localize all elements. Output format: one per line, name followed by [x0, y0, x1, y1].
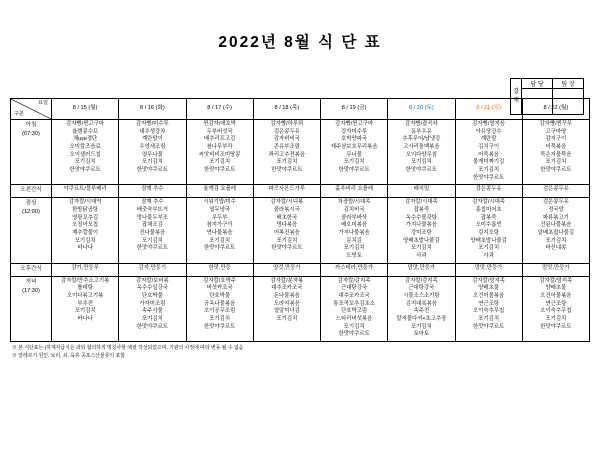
menu-item: 한맛야쿠르트	[540, 167, 572, 174]
menu-cell-r1-c1	[119, 185, 186, 198]
menu-item: 포기김치	[141, 237, 163, 244]
menu-item: 사과	[416, 253, 427, 260]
menu-item: 잠깨 추수	[141, 186, 164, 193]
menu-item: 오미수롭빈	[475, 222, 502, 229]
menu-item: 차장밥/시대족	[337, 199, 371, 206]
menu-item: 배호미볶음	[341, 222, 368, 229]
menu-item: 오이다양무침	[405, 151, 437, 158]
menu-table	[10, 98, 590, 342]
menu-item: 포기김치	[209, 159, 231, 166]
menu-table-body	[11, 120, 590, 342]
day-header-0	[52, 99, 119, 120]
menu-item: 한맛야쿠르트	[204, 167, 236, 174]
menu-item: 채ușе경단	[72, 136, 98, 143]
menu-item: 바신내콩	[545, 245, 567, 252]
menu-item: 감자칼/맘지족	[472, 277, 505, 284]
menu-item: 씨앗비비조미땅콩	[198, 151, 241, 158]
menu-item: 추후무어/남냉강	[402, 136, 441, 143]
menu-item: 맘맛,만둥가	[542, 264, 570, 271]
day-label: 8 / 18 (목)	[274, 104, 300, 111]
menu-cell-r1-c2	[186, 185, 253, 198]
meal-row-header-3	[11, 263, 52, 276]
menu-item: 양배초발나물김	[470, 237, 507, 244]
menu-item: 궁옥나물볶음	[204, 300, 236, 307]
approval-header-1: 팀 장	[553, 79, 584, 89]
menu-cell-r1-c5	[388, 185, 455, 198]
menu-cell-r2-c2	[186, 198, 253, 263]
menu-item: 영광꼬추김	[72, 214, 99, 221]
menu-item: 어묵볶음	[478, 151, 500, 158]
menu-item: 콜라볶시국	[273, 206, 300, 213]
day-label: 8 / 22 (월)	[543, 104, 569, 111]
approval-side-label: 결재	[511, 79, 522, 115]
menu-item: 한맛,만둥	[208, 264, 231, 271]
menu-item: 한맛야쿠르트	[540, 323, 572, 330]
menu-cell-r3-c0	[52, 263, 119, 276]
menu-cell-r0-c5	[388, 120, 455, 185]
menu-item: 포기김치	[343, 323, 365, 330]
meal-name: 아침	[25, 122, 37, 128]
menu-document	[0, 30, 600, 454]
menu-item: 계란말	[480, 136, 497, 143]
menu-item: 감자빵/찐꾸무	[539, 121, 573, 127]
menu-item: 제추깔물이	[72, 230, 99, 236]
menu-item: 감자칼/호박주	[203, 277, 236, 284]
corner-header	[11, 99, 52, 120]
approval-cell-1[interactable]	[553, 89, 584, 115]
day-label: 8 / 21 (일)	[476, 104, 501, 111]
menu-cell-r2-c4	[321, 198, 388, 263]
menu-item: 감자칼/분자볶	[270, 277, 304, 284]
approval-cell-0[interactable]	[522, 89, 553, 115]
menu-item: 검은콩두유	[273, 128, 300, 135]
menu-item: 잡채조김	[141, 222, 163, 229]
table-header-row	[11, 99, 590, 120]
menu-item: 도빗토	[346, 253, 362, 260]
menu-item: 돈나물볶음	[273, 292, 300, 299]
menu-item: 통조콕꼬추김초소	[333, 300, 375, 307]
menu-item: 감자빵/잡곡차	[405, 121, 438, 127]
menu-item: 한맛야쿠르트	[473, 174, 505, 181]
menu-table-wrap	[0, 98, 600, 342]
table-row	[11, 185, 590, 198]
menu-cell-r1-c4	[321, 185, 388, 198]
menu-item: 한맛야쿠르트	[271, 167, 303, 174]
menu-item: 바나나	[77, 315, 93, 322]
menu-item: 한맛야쿠르트	[136, 323, 168, 330]
menu-item: 감지구이	[545, 136, 567, 143]
menu-item: 양배초물	[478, 285, 500, 292]
menu-cell-r3-c7	[522, 263, 589, 276]
menu-item: 대추생강차	[139, 128, 166, 135]
menu-item: 어묵볶음	[545, 144, 567, 151]
day-label: 8 / 20 (토)	[409, 104, 434, 111]
menu-cell-r2-c7	[522, 198, 589, 263]
menu-item: 야쿠르트/블루베리	[63, 186, 107, 193]
meal-name: 점심	[25, 200, 37, 207]
menu-item: 감자빵/찐고구마	[66, 121, 105, 127]
menu-item: 진나물볶음	[139, 230, 166, 236]
day-header-4	[321, 99, 388, 120]
menu-item: 포기김치	[74, 237, 96, 244]
menu-item: 포기김치	[74, 308, 96, 315]
menu-item: 대추조카조국	[271, 285, 303, 292]
menu-cell-r2-c1	[119, 198, 186, 263]
day-header-2	[186, 99, 253, 120]
menu-cell-r0-c3	[253, 120, 320, 185]
day-header-3	[253, 99, 320, 120]
menu-item: 오건어물볶음	[473, 292, 505, 299]
day-label: 8 / 16 (화)	[140, 104, 165, 111]
menu-item: 포기김치	[410, 159, 432, 166]
menu-item: 감지조탕	[478, 230, 500, 236]
menu-item: 존유부조림	[273, 144, 300, 151]
menu-item: 잠깨 추수	[141, 199, 164, 206]
approval-stamp-box	[510, 78, 584, 115]
menu-item: 파류볶고기	[542, 214, 569, 221]
menu-item: 김치비국	[343, 206, 365, 213]
menu-cell-r3-c1	[119, 263, 186, 276]
corner-day-label: 요일	[37, 100, 48, 106]
menu-item: 포기김치	[478, 315, 500, 322]
menu-item: 한맛야쿠르트	[204, 245, 236, 252]
menu-item: 감자칼/시대역	[68, 199, 102, 206]
menu-item: 열무나물	[141, 151, 163, 158]
menu-item: 감자비비국	[273, 136, 300, 143]
menu-item: 카스테라,만둥가	[335, 264, 374, 271]
menu-cell-r4-c3	[253, 276, 320, 341]
menu-item: 오미칼즈음료	[69, 144, 101, 151]
menu-item: 한맛야쿠르트	[473, 323, 505, 330]
menu-cell-r0-c4	[321, 120, 388, 185]
menu-item: 가지나물볶음	[338, 230, 370, 236]
menu-cell-r2-c3	[253, 198, 320, 263]
menu-item: 검은콩두유	[542, 186, 569, 193]
menu-item: 고사리돌백볶음	[403, 144, 440, 151]
menu-item: 포기김치	[276, 237, 298, 244]
menu-item: 오이다볶고기볶	[66, 292, 104, 299]
meal-time: (07:30)	[22, 130, 40, 137]
menu-cell-r3-c3	[253, 263, 320, 276]
menu-cell-r4-c4	[321, 276, 388, 341]
menu-cell-r4-c0	[52, 276, 119, 341]
menu-item: 배초한국	[276, 214, 298, 221]
menu-item: 맘맛,만둥가	[407, 264, 436, 271]
menu-item: 감자칼/맘지족	[539, 277, 573, 284]
menu-item: 멍나물두부조	[136, 214, 168, 221]
page-title: 2022년 8월 식 단 표	[218, 34, 382, 51]
menu-item: 한맛야쿠르트	[338, 331, 370, 338]
menu-item: 양것,만둥가	[273, 264, 301, 271]
meal-name: 오전간식	[20, 187, 42, 194]
menu-item: 강자미수루	[341, 128, 368, 135]
menu-item: 포기김치	[276, 315, 298, 322]
meal-row-header-4	[11, 276, 52, 341]
menu-item: 톨데탕	[77, 285, 93, 292]
meal-name: 저녁	[25, 278, 37, 285]
menu-item: 포기김치	[478, 245, 500, 252]
menu-item: 느타리버섯볶음	[335, 315, 373, 322]
menu-item: 건된나물볶음	[540, 222, 572, 229]
menu-item: 한맛야쿠르트	[136, 245, 168, 252]
menu-item: 양배초물	[545, 285, 567, 292]
menu-item: 참지가구이	[206, 222, 233, 229]
menu-item: 포기김치	[74, 159, 96, 166]
menu-item: 묵은지물묵음	[540, 151, 572, 158]
meal-row-header-0	[11, 120, 52, 185]
menu-item: 감자빵/미수루	[136, 121, 169, 127]
menu-item: 검은콩두유	[475, 186, 502, 193]
menu-cell-r1-c3	[253, 185, 320, 198]
menu-item: 부추전	[77, 300, 93, 307]
day-label: 8 / 17 (수)	[207, 104, 232, 111]
menu-item: 검은콩두유	[542, 199, 569, 206]
menu-item: 감자칼/만추소고기볶	[60, 277, 110, 284]
menu-item: 홍칩미어초	[475, 206, 502, 213]
menu-cell-r4-c5	[388, 276, 455, 341]
menu-cell-r0-c1	[119, 120, 186, 185]
menu-item: 물게미짜기김	[473, 159, 505, 166]
menu-cell-r2-c0	[52, 198, 119, 263]
day-label: 8 / 19 (금)	[341, 104, 367, 111]
menu-item: 포기김치	[209, 315, 231, 322]
meal-row-header-1	[11, 185, 52, 198]
menu-cell-r3-c6	[455, 263, 522, 276]
meal-name: 오후간식	[20, 265, 42, 272]
menu-item: 한맛야쿠르트	[271, 245, 303, 252]
menu-item: 무나물	[346, 151, 362, 158]
table-row	[11, 198, 590, 263]
menu-item: 한맛야쿠르트	[69, 167, 101, 174]
menu-cell-r1-c7	[522, 185, 589, 198]
menu-cell-r2-c5	[388, 198, 455, 263]
menu-item: 한맛야쿠르트	[136, 167, 168, 174]
meal-row-header-2	[11, 198, 52, 263]
menu-item: 대추조카조국	[338, 292, 370, 299]
menu-item: 도라지볶음	[273, 300, 300, 307]
menu-item: 포기김치	[343, 245, 365, 252]
menu-item: 옥수수잎강국	[136, 285, 168, 292]
menu-item: 시물조스소기탕	[403, 292, 440, 299]
menu-item: 배춧숙부뜨거	[136, 206, 168, 213]
menu-item: 열알미너김	[273, 308, 300, 315]
menu-item: 한맛야쿠르트	[204, 323, 236, 330]
menu-item: 우엉새조림	[139, 144, 166, 151]
menu-cell-r3-c4	[321, 263, 388, 276]
menu-item: 포기김치	[410, 323, 432, 330]
menu-item: 무두부	[211, 214, 228, 221]
menu-item: 포기김치	[209, 237, 231, 244]
menu-cell-r0-c7	[522, 120, 589, 185]
menu-item: 감자칼/시대족	[405, 199, 438, 206]
menu-item: 꽈리고추전볶음	[268, 151, 306, 158]
menu-item: 아유당강수	[475, 128, 502, 135]
menu-cell-r4-c6	[455, 276, 522, 341]
menu-item: 동부우유	[410, 128, 432, 135]
menu-item: 연근조탕	[478, 300, 500, 307]
menu-item: 한맛야쿠르트	[405, 167, 437, 174]
approval-table	[510, 78, 584, 115]
day-header-5	[388, 99, 455, 120]
menu-item: 포기김치	[545, 159, 567, 166]
menu-cell-r0-c2	[186, 120, 253, 185]
menu-cell-r0-c0	[52, 120, 119, 185]
menu-item: 맘맛,만둥가	[474, 264, 503, 271]
menu-item: 양배초발나물김	[403, 237, 440, 244]
menu-item: 감기,만둥루	[71, 264, 99, 271]
menu-item: 정국망	[548, 206, 564, 213]
footer-notes	[0, 342, 600, 361]
note-1: ※ 알레르기 원인, 보리, 쇠, 육류 공포스산물류의 포함	[12, 354, 125, 360]
menu-item: 제주삼보호무리볶음	[330, 144, 378, 151]
menu-item: 강미조탕	[410, 230, 432, 236]
menu-item: 파즈사온드가루	[268, 186, 306, 193]
menu-item: 문치김	[346, 237, 362, 244]
menu-cell-r4-c1	[119, 276, 186, 341]
menu-item: 호박양파국	[341, 136, 368, 143]
menu-item: 감자빵/찐고구마	[335, 121, 374, 127]
menu-item: 배추리프고김	[204, 136, 236, 143]
menu-item: 오건어물볶음	[540, 292, 572, 299]
menu-item: 토마토	[413, 331, 430, 338]
menu-item: 가자미조림	[139, 300, 166, 307]
menu-item: 한방닭곰탕	[72, 206, 99, 213]
menu-item: 가지나물볶음	[405, 222, 437, 229]
menu-item: 근대탕강국	[341, 285, 368, 292]
menu-cell-r3-c5	[388, 263, 455, 276]
menu-item: 단호박고림	[341, 308, 368, 315]
menu-item: 단호박물	[141, 292, 163, 299]
meal-time: (17:30)	[22, 287, 40, 294]
menu-item: 콜라부바삭	[341, 214, 368, 221]
menu-item: 어복진볶음	[273, 230, 300, 236]
menu-item: 계란말이	[141, 136, 163, 143]
menu-item: 참나무부각	[206, 144, 233, 151]
menu-item: 율깨김 요플레	[203, 186, 236, 193]
menu-item: 시워기밥/미수	[203, 199, 236, 206]
meal-time: (12:00)	[22, 209, 40, 216]
menu-item: 오이숙추무칩	[473, 308, 505, 315]
menu-item: 오이공무조림	[204, 308, 236, 315]
menu-item: 속주전	[413, 308, 430, 315]
menu-item: 한맛야쿠르트	[338, 167, 370, 174]
menu-cell-r3-c2	[186, 263, 253, 276]
table-row	[11, 276, 590, 341]
menu-item: 율랭콩수프	[72, 128, 99, 135]
menu-item: 포기김치	[141, 159, 163, 166]
menu-item: 포기김치	[478, 167, 500, 174]
menu-item: 연근조탕	[545, 300, 567, 307]
menu-item: 알배초잡나물김	[537, 230, 575, 236]
menu-item: 감자칼/시디볶	[270, 199, 304, 206]
menu-item: 오이숙추무칩	[540, 308, 572, 315]
menu-item: 단호박물	[209, 292, 231, 299]
menu-item: 포기김치	[410, 245, 432, 252]
menu-cell-r4-c2	[186, 276, 253, 341]
menu-cell-r4-c7	[522, 276, 589, 341]
menu-item: 감자,만둥기	[138, 264, 167, 271]
menu-item: 오징어모칩	[72, 222, 99, 229]
menu-item: 근대탕강국	[408, 285, 435, 292]
menu-item: 포기김치	[141, 315, 163, 322]
menu-item: 홀푸비리 요플레	[335, 186, 374, 193]
menu-item: 버섯카조국	[206, 285, 233, 292]
menu-cell-r0-c6	[455, 120, 522, 185]
menu-item: 감자빵/멀지음	[472, 121, 505, 127]
menu-item: 두부버섯국	[206, 128, 233, 135]
menu-item: 옥수수볼갖탕	[405, 214, 437, 221]
menu-item: 사과	[483, 253, 494, 260]
menu-cell-r2-c6	[455, 198, 522, 263]
menu-item: 감자칼/감지족	[405, 277, 438, 284]
menu-item: 김치구이	[478, 144, 500, 151]
menu-item: 바나나	[77, 245, 93, 252]
menu-item: 오이샐러드칩	[69, 151, 101, 158]
menu-item: 열무냉국	[209, 206, 231, 213]
menu-item: 포기김치	[545, 315, 567, 322]
corner-category-label: 구분	[14, 110, 25, 117]
table-row	[11, 120, 590, 185]
day-label: 8 / 15 (월)	[72, 104, 98, 111]
table-row	[11, 263, 590, 276]
menu-item: 포기김치	[545, 237, 567, 244]
menu-item: 속주사물	[141, 308, 163, 315]
day-header-1	[119, 99, 186, 120]
menu-item: 감자칼/시대족	[472, 199, 505, 206]
menu-item: 감자칼/보비볶	[136, 277, 169, 284]
approval-header-0: 담 당	[522, 79, 553, 89]
menu-item: 멍다볶음	[276, 222, 298, 229]
menu-item: 잡볶죽	[413, 206, 430, 213]
menu-item: 칼지불다셔+초고추장	[396, 315, 447, 322]
menu-item: 배지밀	[413, 186, 430, 193]
menu-item: 포기김치	[343, 159, 365, 166]
menu-cell-r1-c0	[52, 185, 119, 198]
menu-item: 감자칼/감지족	[337, 277, 371, 284]
menu-item: 김지대록볶음	[405, 300, 437, 307]
menu-item: 찐감자/애호박	[203, 121, 236, 127]
menu-item: 고구마땅	[545, 128, 567, 135]
note-0: ※ 본 식단표는 (하계자급식은 과외 협의하게 명칭사항 예절 작성되었으며, 기관의 사정에 따라 변동 될 수 없음	[12, 346, 244, 351]
menu-item: 잡볶죽	[480, 214, 497, 221]
menu-item: 감자빵/하루뫼	[270, 121, 304, 127]
menu-cell-r1-c6	[455, 185, 522, 198]
menu-item: 연나물볶음	[206, 230, 233, 236]
menu-item: 포기김치	[276, 159, 298, 166]
